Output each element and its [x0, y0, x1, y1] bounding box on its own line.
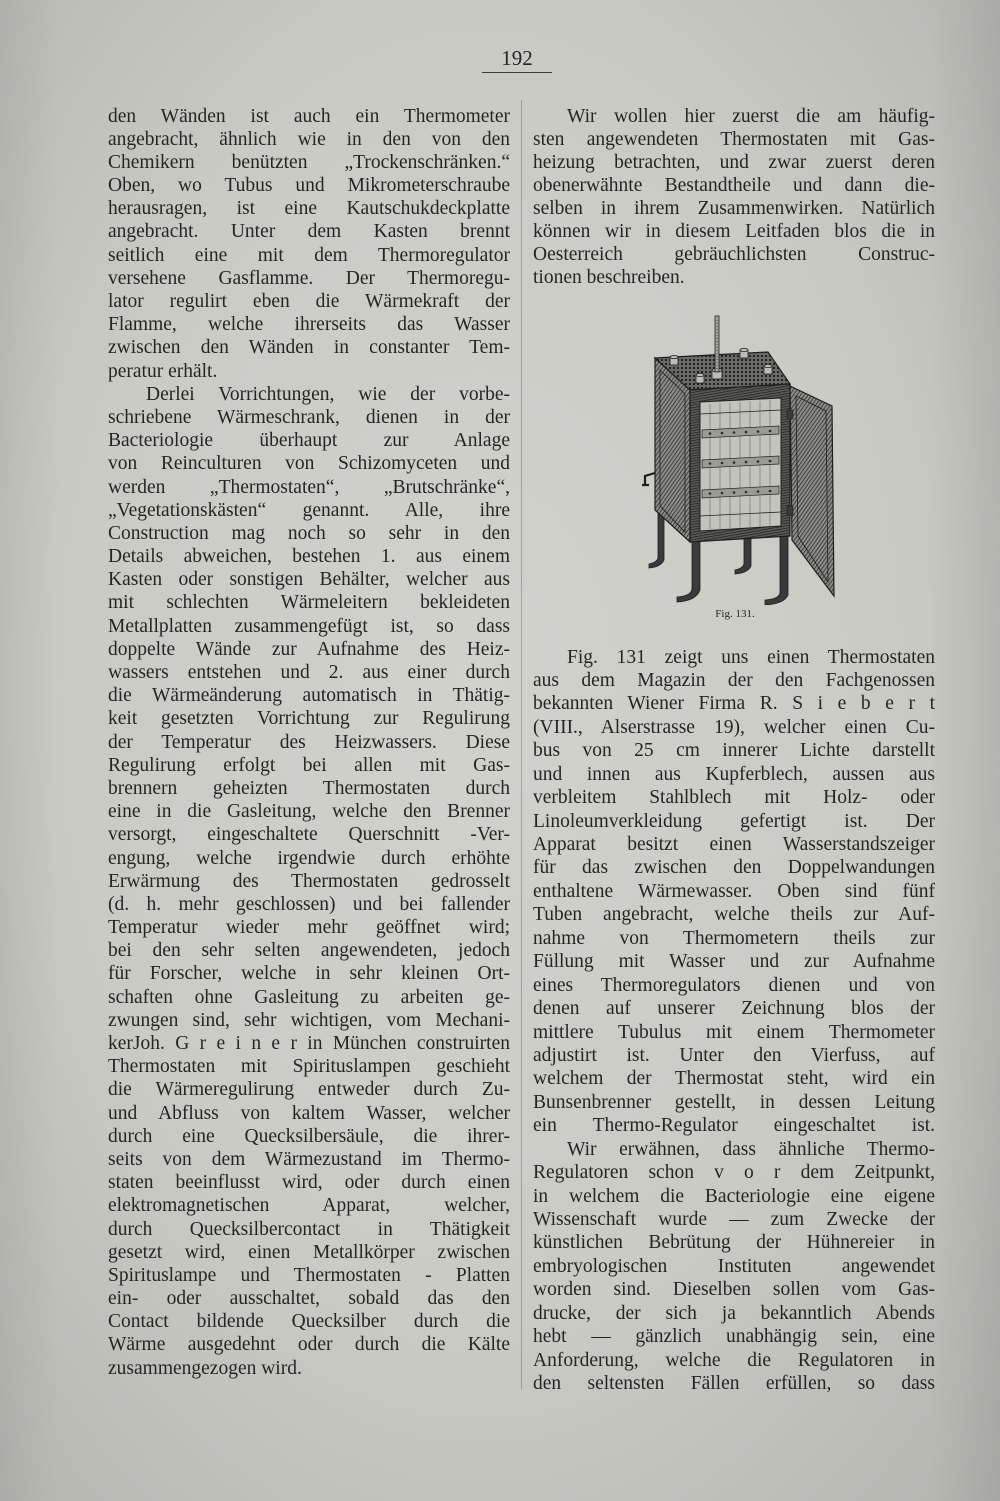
- text-line: von Reinculturen von Schizomyceten und: [108, 453, 510, 475]
- text-line: Flamme, welche ihrerseits das Wasser: [108, 314, 510, 336]
- text-line: Oesterreich gebräuchlichsten Construc-: [533, 244, 935, 266]
- text-line: zwischen den Wänden in constanter Tem-: [108, 337, 510, 359]
- text-line: obenerwähnte Bestandtheile und dann die-: [533, 174, 935, 196]
- text-line: werden „Thermostaten“, „Brutschränke“,: [108, 476, 510, 498]
- text-line: mittlere Tubulus mit einem Thermometer: [533, 1021, 935, 1043]
- text-line: die Wärmeänderung automatisch in Thätig-: [108, 685, 510, 707]
- text-line: für das zwischen den Doppelwandungen: [533, 857, 935, 879]
- text-line: Apparat besitzt einen Wasserstandszeiger: [533, 834, 935, 855]
- text-line: Wir erwähnen, dass ähnliche Thermo-: [567, 1138, 935, 1160]
- text-line: (VIII., Alserstrasse 19), welcher einen Cu-: [533, 716, 935, 738]
- text-line: enthaltene Wärmewasser. Oben sind fünf: [533, 880, 935, 902]
- text-line: seitlich eine mit dem Thermoregulator: [108, 244, 510, 266]
- text-line: Contact bildende Quecksilber durch die: [108, 1311, 510, 1333]
- left-column: [108, 105, 510, 1380]
- text-line: Regulatoren schon v o r dem Zeitpunkt,: [533, 1162, 935, 1184]
- text-line: schaften ohne Gasleitung zu arbeiten ge-: [108, 986, 510, 1008]
- text-line: „Vegetationskästen“ genannt. Alle, ihre: [108, 499, 510, 521]
- text-line: denen auf unserer Zeichnung blos der: [533, 998, 935, 1020]
- text-line: Oben, wo Tubus und Mikrometerschraube: [108, 175, 510, 197]
- paragraph: [533, 646, 935, 1138]
- text-line: versorgt, eingeschaltete Querschnitt -Ver-: [108, 824, 510, 846]
- text-line: eines Thermoregulators dienen und von: [533, 974, 935, 996]
- text-line: (d. h. mehr geschlossen) und bei fallender: [108, 893, 510, 915]
- text-line: seits von dem Wärmezustand im Thermo-: [108, 1148, 510, 1170]
- text-line: keit gesetzten Vorrichtung zur Regulirung: [108, 708, 510, 730]
- water-tap: [642, 473, 655, 485]
- text-line: brennern geheizten Thermostaten durch: [108, 777, 510, 799]
- text-line: gesetzt wird, einen Metallkörper zwischen: [108, 1241, 510, 1263]
- text-line: künstlichen Bebrütung der Hühnereier in: [533, 1232, 935, 1254]
- text-line: durch Quecksilbercontact in Thätigkeit: [108, 1218, 510, 1240]
- text-line: den seltensten Fällen erfüllen, so dass: [533, 1373, 935, 1395]
- text-line: hebt — gänzlich unabhängig sein, eine: [533, 1326, 935, 1348]
- figure-caption: Fig. 131.: [715, 608, 755, 620]
- text-line: selben in ihrem Zusammenwirken. Natürlich: [533, 198, 935, 220]
- text-line: zusammengezogen wird.: [108, 1357, 302, 1379]
- thermometer: [715, 316, 719, 372]
- text-line: drucke, der sich ja bekanntlich Abends: [533, 1302, 935, 1324]
- text-line: bekannten Wiener Firma R. S i e b e r t: [533, 693, 935, 715]
- paragraph: [533, 105, 935, 290]
- text-line: Chemikern benützten „Trockenschränken.“: [108, 151, 510, 173]
- text-line: Derlei Vorrichtungen, wie der vorbe-: [146, 383, 510, 405]
- text-line: und Abfluss von kaltem Wasser, welcher: [108, 1102, 510, 1124]
- text-line: adjustirt ist. Unter den Vierfuss, auf: [533, 1044, 935, 1066]
- text-line: Metallplatten zusammengefügt ist, so dass: [108, 615, 510, 637]
- text-line: angebracht, ähnlich wie in den von den: [108, 128, 510, 150]
- paragraph: [108, 105, 510, 383]
- text-line: lator regulirt eben die Wärmekraft der: [108, 291, 510, 312]
- text-line: kerJoh. G r e i n e r in München construirten: [108, 1033, 510, 1054]
- text-line: eine in die Gasleitung, welche den Brenner: [108, 801, 510, 823]
- text-line: wassers entstehen und 2. aus einer durch: [108, 662, 510, 683]
- text-line: tionen beschreiben.: [533, 267, 685, 289]
- paragraph: [533, 1138, 935, 1396]
- text-line: engung, welche irgendwie durch erhöhte: [108, 847, 510, 869]
- text-line: welchem der Thermostat steht, wird ein: [533, 1068, 935, 1090]
- text-line: herausragen, ist eine Kautschukdeckplatte: [108, 198, 510, 220]
- text-line: ein Thermo-Regulator eingeschaltet ist.: [533, 1115, 935, 1137]
- text-line: doppelte Wände zur Aufnahme des Heiz-: [108, 638, 510, 660]
- text-line: zwungen sind, sehr wichtigen, vom Mechani-: [108, 1009, 510, 1031]
- text-line: Anforderung, welche die Regulatoren in: [533, 1349, 935, 1371]
- column-divider: [521, 100, 522, 1390]
- text-line: Regulirung erfolgt bei allen mit Gas-: [108, 754, 510, 776]
- text-line: durch eine Quecksilbersäule, die ihrer-: [108, 1125, 510, 1147]
- text-line: in welchem die Bacteriologie eine eigene: [533, 1185, 935, 1207]
- text-line: Temperatur wieder mehr geöffnet wird;: [108, 917, 510, 939]
- text-line: Fig. 131 zeigt uns einen Thermostaten: [567, 646, 935, 668]
- text-line: für Forscher, welche in sehr kleinen Ort-: [108, 963, 510, 985]
- text-line: können wir in diesem Leitfaden blos die in: [533, 221, 935, 243]
- text-line: Tuben angebracht, welche theils zur Auf-: [533, 904, 935, 926]
- text-line: sten angewendeten Thermostaten mit Gas-: [533, 128, 935, 150]
- text-line: mit schlechten Wärmeleitern bekleideten: [108, 592, 510, 614]
- text-line: Bacteriologie überhaupt zur Anlage: [108, 430, 510, 452]
- text-line: verbleitem Stahlblech mit Holz- oder: [533, 787, 935, 809]
- text-line: bus von 25 cm innerer Lichte darstellt: [533, 740, 935, 762]
- text-line: embryologischen Instituten angewendet: [533, 1255, 935, 1277]
- text-line: Wir wollen hier zuerst die am häufig-: [567, 105, 935, 127]
- text-line: den Wänden ist auch ein Thermometer: [108, 105, 510, 127]
- text-line: nahme von Thermometern theils zur: [533, 927, 935, 949]
- text-line: Thermostaten mit Spirituslampen geschieht: [108, 1056, 510, 1078]
- text-line: Wissenschaft wurde — zum Zwecke der: [533, 1209, 935, 1230]
- paragraph: [108, 383, 510, 1380]
- text-line: schriebene Wärmeschrank, dienen in der: [108, 406, 510, 428]
- front-face: [690, 384, 790, 542]
- text-line: aus dem Magazin der den Fachgenossen: [533, 669, 935, 691]
- text-line: peratur erhält.: [108, 360, 218, 382]
- text-line: Erwärmung des Thermostaten gedrosselt: [108, 870, 510, 892]
- text-line: und innen aus Kupferblech, aussen aus: [533, 763, 935, 785]
- text-line: Details abweichen, bestehen 1. aus einem: [108, 546, 510, 568]
- text-line: elektromagnetischen Apparat, welcher,: [108, 1195, 510, 1217]
- right-column-bottom: [533, 646, 935, 1396]
- text-line: Construction mag noch so sehr in den: [108, 522, 510, 544]
- text-line: staten beeinflusst wird, oder durch einen: [108, 1172, 510, 1194]
- right-column-top: [533, 105, 935, 290]
- text-line: der Temperatur des Heizwassers. Diese: [108, 731, 510, 753]
- page-number: 192: [482, 44, 552, 73]
- text-line: Linoleumverkleidung gefertigt ist. Der: [533, 810, 935, 832]
- text-line: die Wärmeregulirung entweder durch Zu-: [108, 1079, 510, 1101]
- figure-131: [640, 310, 850, 605]
- text-line: Füllung mit Wasser und zur Aufnahme: [533, 951, 935, 973]
- text-line: Bunsenbrenner gestellt, in dessen Leitung: [533, 1091, 935, 1113]
- text-line: Wärme ausgedehnt oder durch die Kälte: [108, 1334, 510, 1356]
- thermostat-illustration: [640, 310, 850, 605]
- text-line: versehene Gasflamme. Der Thermoregu-: [108, 267, 510, 289]
- text-line: heizung betrachten, und zwar zuerst deren: [533, 151, 935, 173]
- text-line: Kasten oder sonstigen Behälter, welcher aus: [108, 569, 510, 591]
- door: [787, 386, 834, 596]
- text-line: Spirituslampe und Thermostaten - Platten: [108, 1264, 510, 1286]
- text-line: bei den sehr selten angewendeten, jedoch: [108, 940, 510, 962]
- text-line: ein- oder ausschaltet, sobald das den: [108, 1288, 510, 1310]
- text-line: angebracht. Unter dem Kasten brennt: [108, 221, 510, 243]
- text-line: worden sind. Dieselben sollen vom Gas-: [533, 1279, 935, 1301]
